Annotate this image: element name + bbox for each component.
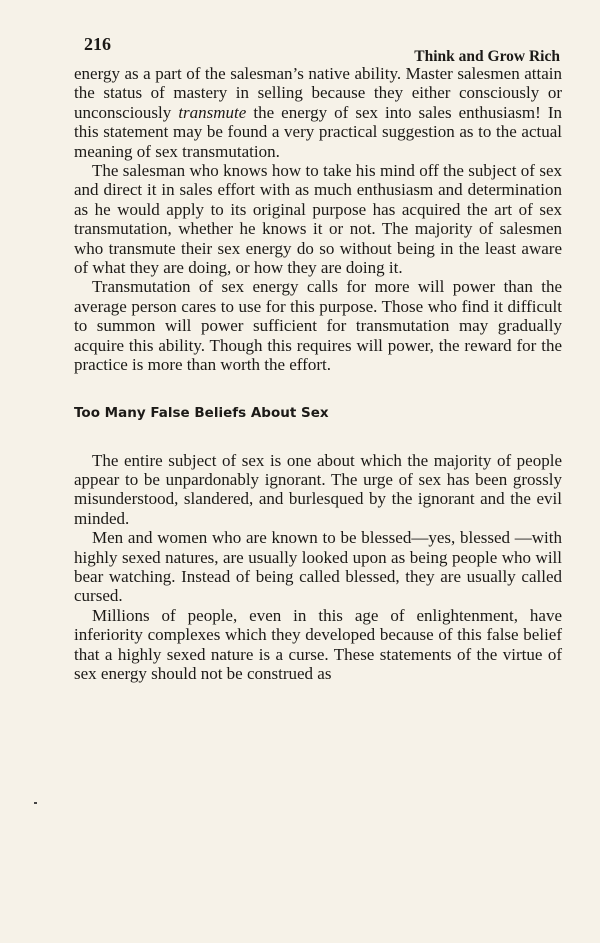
paragraph-2: The salesman who knows how to take his mind off the subject of sex and direct it in sales effort with as much enthusiasm and determination as he would apply to its original purpose has acquired the art of sex transmutation, whether he knows it or not. The majority of salesmen who transmute their sex energy do so without being in the least aware of what they are doing, or how they are doing it. (74, 161, 562, 278)
paragraph-1-part-a: energy as a part of the salesman’s native ability. Master salesmen attain the status of mastery in selling because they either consciously or unconsciously (74, 64, 562, 122)
running-title: Think and Grow Rich (414, 48, 560, 65)
paragraph-1 (74, 64, 562, 161)
paragraph-5: Men and women who are known to be blessed—yes, blessed —with highly sexed natures, are usually looked upon as being people who will bear watching. Instead of being called blessed, they are usually called cursed. (74, 528, 562, 606)
stray-ink-mark (34, 802, 37, 804)
body-text (74, 64, 562, 683)
paragraph-1-part-b: the energy of sex into sales enthusiasm! In this statement may be found a very practical suggestion as to the actual meaning of sex transmutation. (74, 102, 562, 161)
page-header (84, 34, 560, 64)
paragraph-3: Transmutation of sex energy calls for more will power than the average person cares to use for this purpose. Those who find it difficult to summon will power sufficient for transmutation may gradually acquire this ability. Though this requires will power, the reward for the practice is more than worth the effort. (74, 277, 562, 375)
paragraph-6: Millions of people, even in this age of enlightenment, have inferiority complexes which they developed because of this false belief that a highly sexed nature is a curse. These statements of the virtue of sex energy should not be construed as (74, 605, 562, 683)
paragraph-4: The entire subject of sex is one about which the majority of people appear to be unpardonably ignorant. The urge of sex has been grossly misunderstood, slandered, and burlesqued by the ignorant and the evil minded. (74, 450, 562, 528)
emphasis-transmute: transmute (178, 102, 247, 122)
section-heading: Too Many False Beliefs About Sex (74, 404, 329, 421)
page-number: 216 (84, 34, 111, 54)
